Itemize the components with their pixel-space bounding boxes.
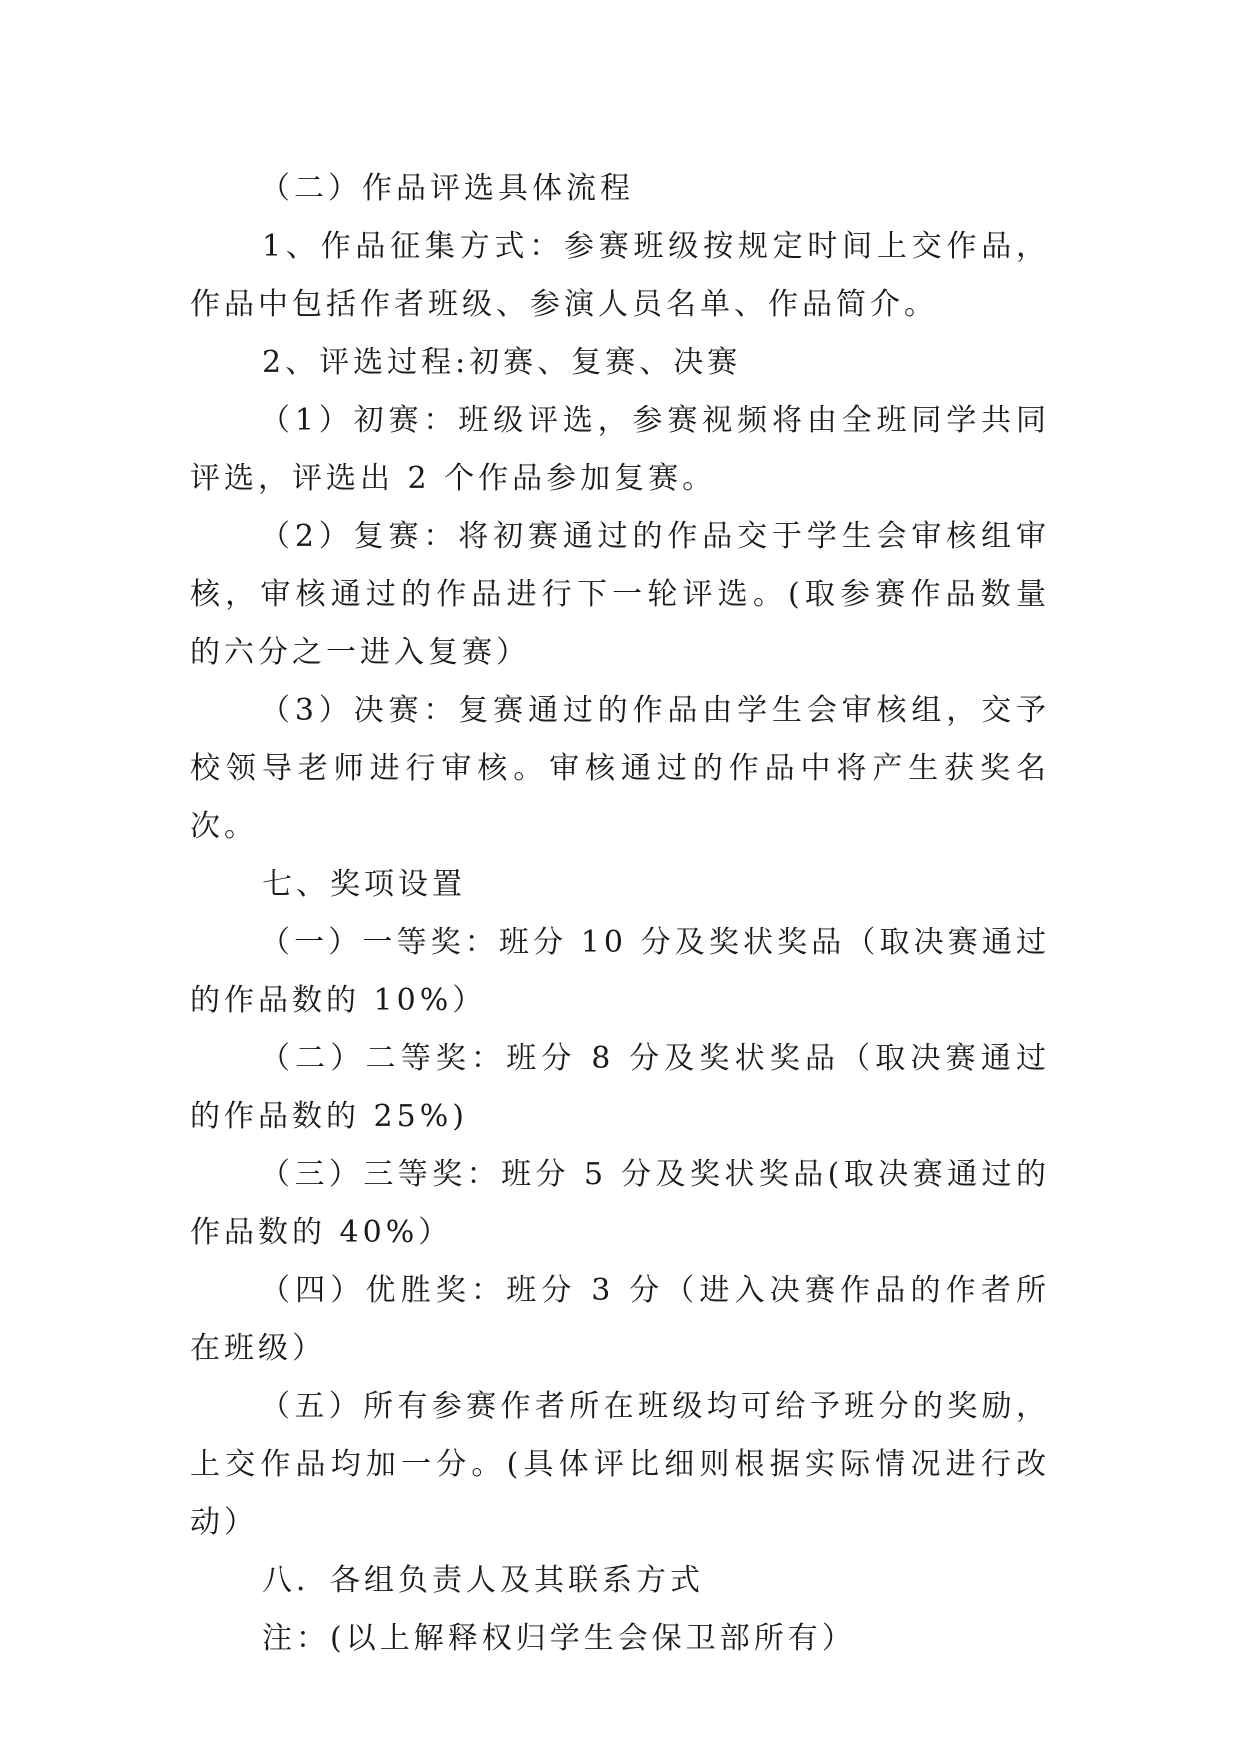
paragraph-third-prize: （三）三等奖：班分 5 分及奖状奖品(取决赛通过的作品数的 40%）	[190, 1157, 1050, 1250]
paragraph-merit-prize: （四）优胜奖：班分 3 分（进入决赛作品的作者所在班级）	[190, 1273, 1050, 1366]
paragraph-submission-method: 1、作品征集方式：参赛班级按规定时间上交作品，作品中包括作者班级、参演人员名单、作品简介。	[190, 229, 1050, 322]
paragraph-selection-process: 2、评选过程:初赛、复赛、决赛	[262, 345, 742, 380]
paragraph-second-round: （2）复赛：将初赛通过的作品交于学生会审核组审核，审核通过的作品进行下一轮评选。(取参赛作品数量的六分之一进入复赛）	[190, 519, 1050, 670]
document-body	[190, 160, 1050, 1668]
paragraph-first-prize: （一）一等奖：班分 10 分及奖状奖品（取决赛通过的作品数的 10%）	[190, 925, 1050, 1018]
section-heading-contacts: 八．各组负责人及其联系方式	[262, 1563, 704, 1598]
section-heading-awards: 七、奖项设置	[262, 867, 466, 902]
paragraph-participation-reward: （五）所有参赛作者所在班级均可给予班分的奖励，上交作品均加一分。(具体评比细则根据实际情况进行改动）	[190, 1389, 1050, 1540]
section-heading-evaluation-process: （二）作品评选具体流程	[260, 171, 634, 206]
paragraph-second-prize: （二）二等奖：班分 8 分及奖状奖品（取决赛通过的作品数的 25%)	[190, 1041, 1050, 1134]
paragraph-note: 注：(以上解释权归学生会保卫部所有）	[262, 1621, 856, 1656]
paragraph-preliminary-round: （1）初赛：班级评选，参赛视频将由全班同学共同评选，评选出 2 个作品参加复赛。	[190, 403, 1050, 496]
paragraph-final-round: （3）决赛：复赛通过的作品由学生会审核组，交予校领导老师进行审核。审核通过的作品中将产生获奖名次。	[190, 693, 1050, 844]
